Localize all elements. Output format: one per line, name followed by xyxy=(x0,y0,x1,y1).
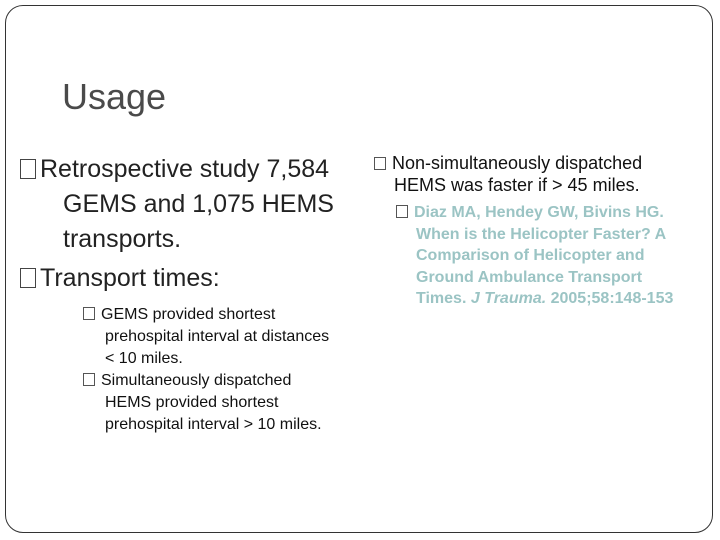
bullet-item-study xyxy=(20,152,340,257)
bullet-item-transport-times xyxy=(20,261,340,296)
sub-bullet-gems xyxy=(20,304,340,370)
bullet-box-icon xyxy=(374,157,386,170)
sub-bullet-text: Simultaneously dispatched HEMS provided shortest prehospital interval > 10 miles. xyxy=(101,372,322,433)
bullet-text: Retrospective study 7,584 GEMS and 1,075 HEMS transports. xyxy=(40,155,334,253)
bullet-box-icon xyxy=(20,159,36,179)
bullet-box-icon xyxy=(20,268,36,288)
sub-bullet-text: GEMS provided shortest prehospital interval at distances < 10 miles. xyxy=(101,306,330,367)
bullet-text: Transport times: xyxy=(40,264,220,292)
bullet-item-non-simultaneous xyxy=(358,152,688,196)
reference-journal: J Trauma. xyxy=(470,290,547,307)
bullet-box-icon xyxy=(83,373,95,386)
bullet-text: Non-simultaneously dispatched HEMS was faster if > 45 miles. xyxy=(392,153,643,195)
reference-citation xyxy=(358,202,688,310)
reference-main: Diaz MA, Hendey GW, Bivins HG. When is the Helicopter Faster? A Comparison of Helicopter and Ground Ambulance Transport Times. xyxy=(414,204,666,307)
sub-bullet-list xyxy=(20,304,340,436)
reference-tail: 2005;58:148-153 xyxy=(550,290,674,307)
bullet-box-icon xyxy=(83,307,95,320)
right-column xyxy=(358,152,688,310)
sub-bullet-hems xyxy=(20,370,340,436)
slide-title: Usage xyxy=(62,76,167,117)
bullet-box-icon xyxy=(396,205,408,218)
left-column xyxy=(20,152,340,436)
